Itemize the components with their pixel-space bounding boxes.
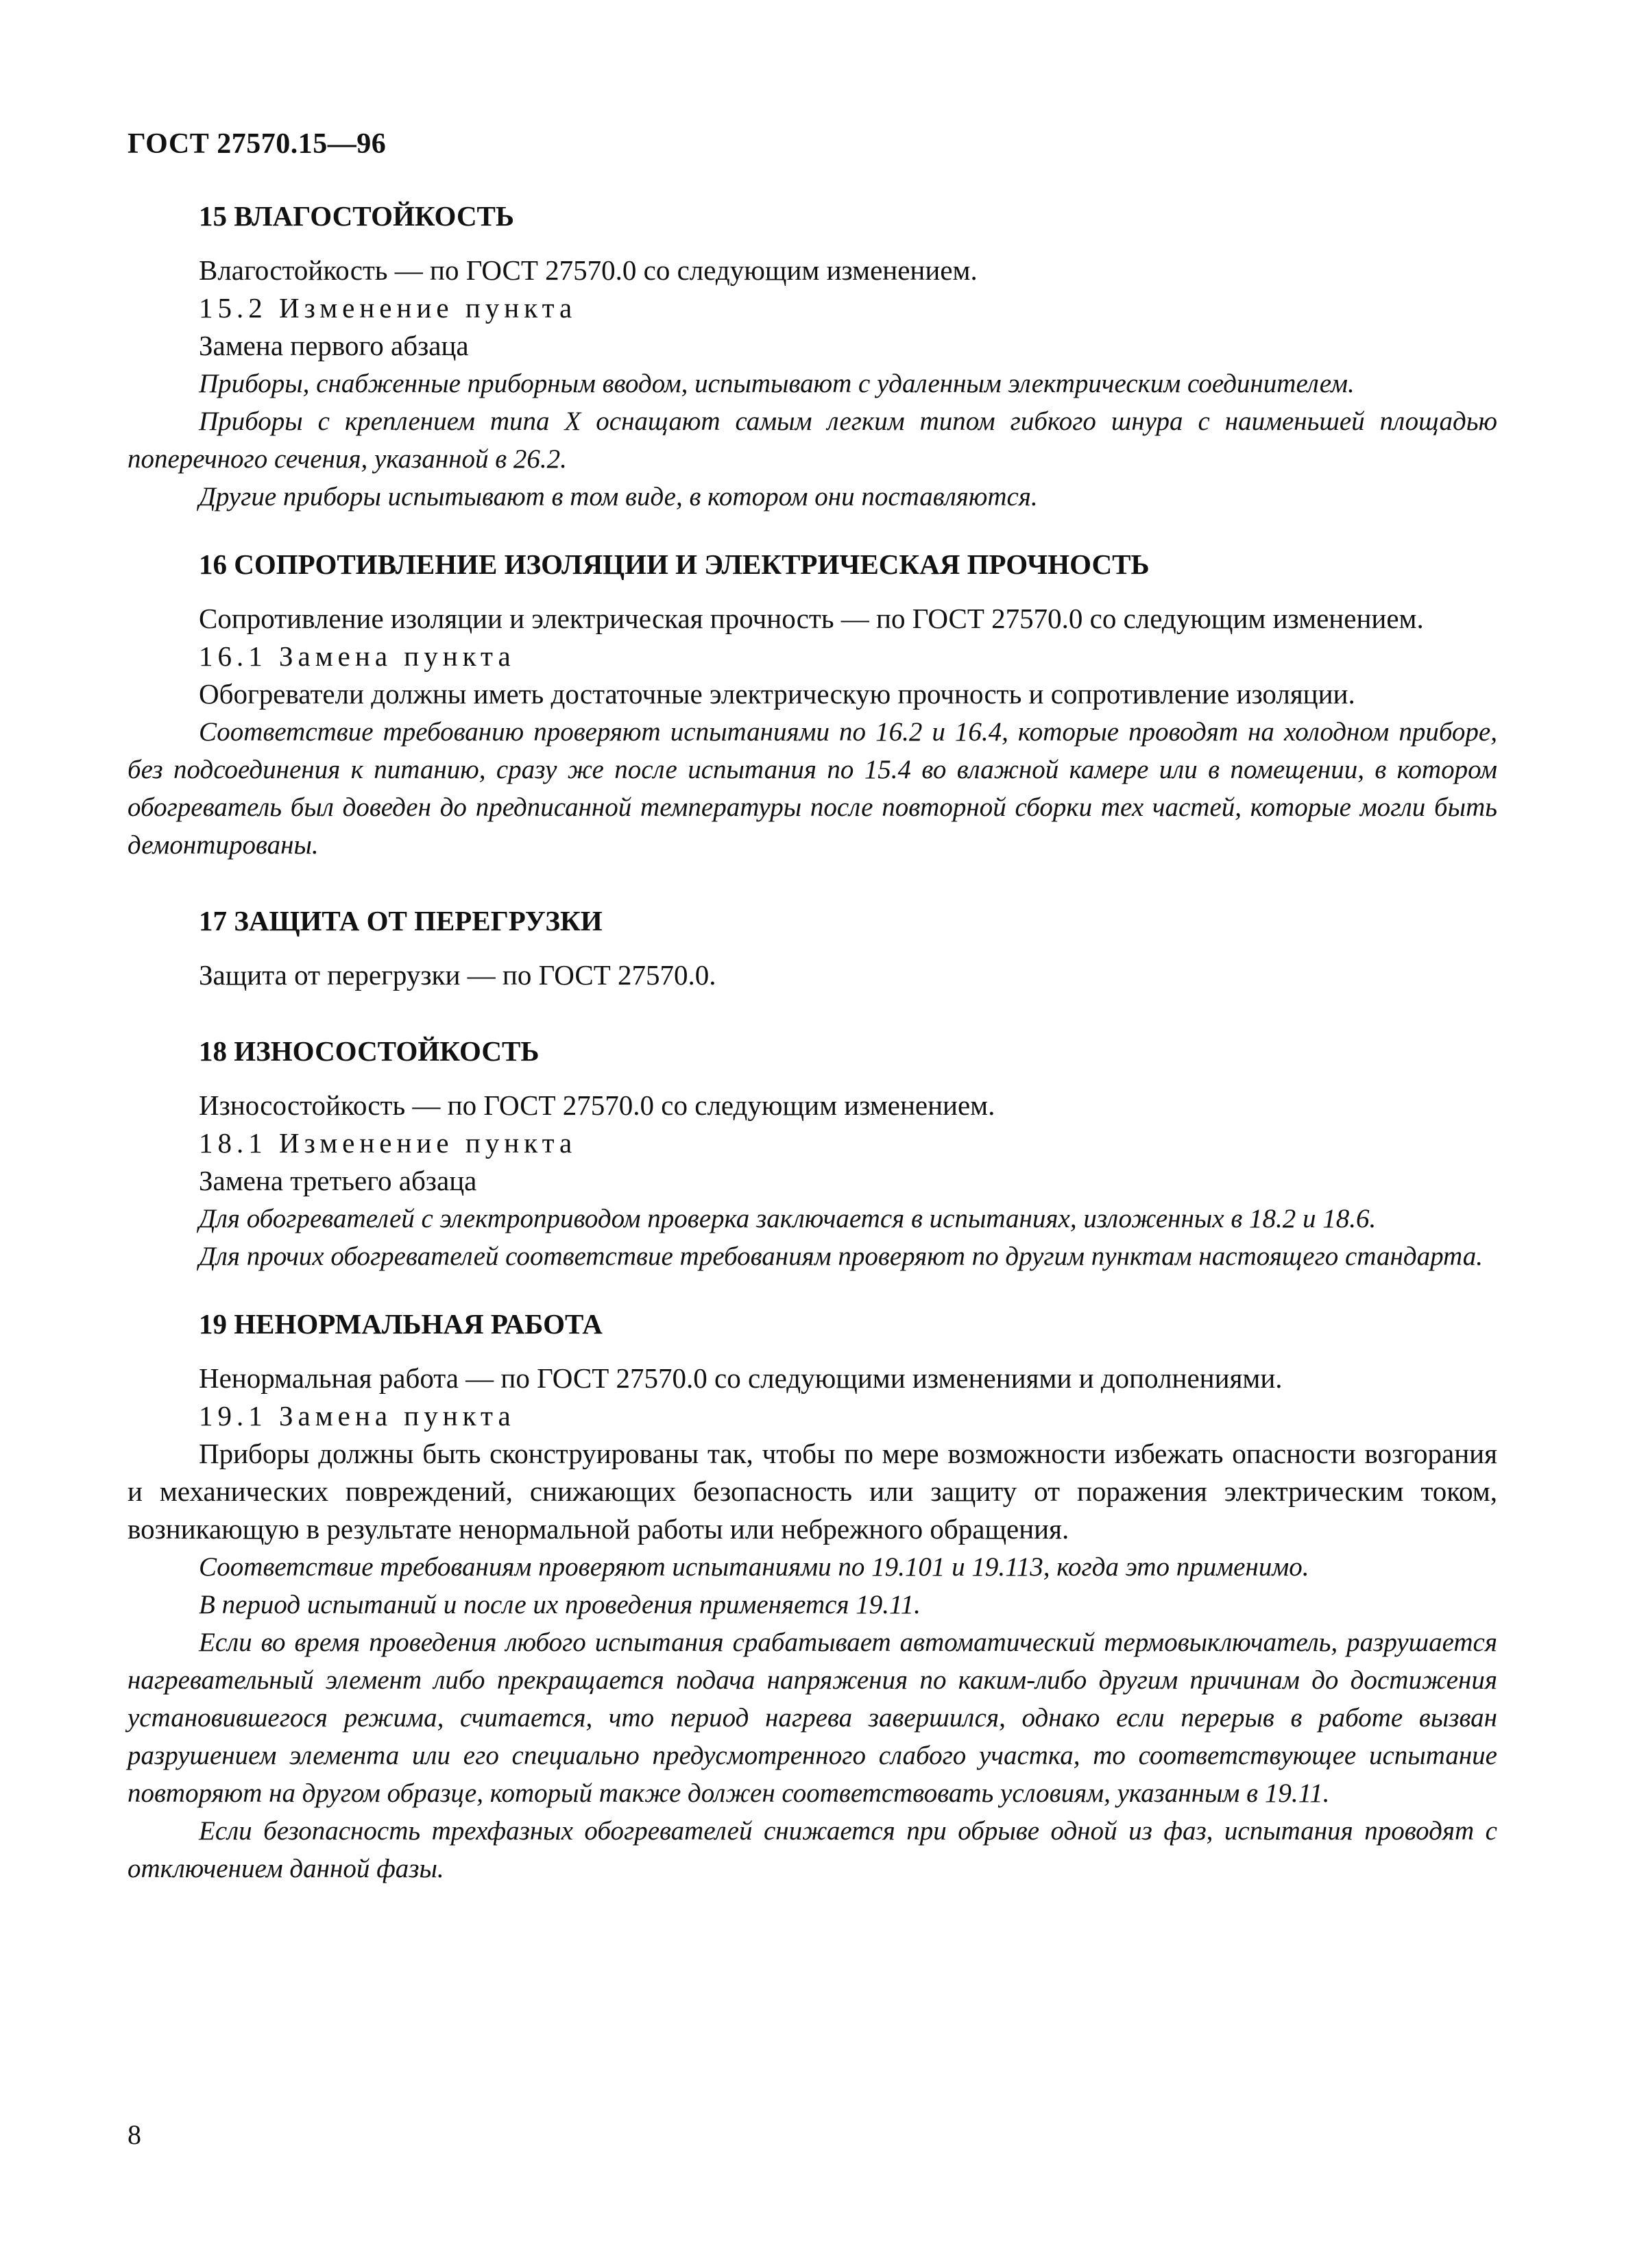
document-body bbox=[128, 197, 1497, 1887]
clause-title: 15.2 Изменение пункта bbox=[199, 292, 577, 324]
italic-paragraph: Приборы, снабженные приборным вводом, испытывают с удаленным электрическим соединителем. bbox=[199, 369, 1355, 398]
italic-paragraph: Для обогревателей с электроприводом проверка заключается в испытаниях, изложенных в 18.2 и 18.6. bbox=[199, 1204, 1377, 1233]
italic-paragraph: Для прочих обогревателей соответствие требованиям проверяют по другим пунктам настоящего стандарта. bbox=[199, 1242, 1483, 1271]
paragraph: Защита от перегрузки — по ГОСТ 27570.0. bbox=[199, 959, 716, 991]
italic-paragraph: Другие приборы испытывают в том виде, в котором они поставляются. bbox=[199, 482, 1038, 511]
section-heading: 15 ВЛАГОСТОЙКОСТЬ bbox=[199, 200, 515, 232]
paragraph: Обогреватели должны иметь достаточные электрическую прочность и сопротивление изоляции. bbox=[199, 678, 1355, 710]
page-number: 8 bbox=[128, 2119, 141, 2150]
italic-paragraph: Если во время проведения любого испытания срабатывает автоматический термовыключатель, разрушается нагревательный элемент либо прекращается подача напряжения по каким-либо другим причинам до достижения установившегося режима, считается, что период нагрева завершился, однако если перерыв в работе вызван разрушением элемента или его специально предусмотренного слабого участка, то соответствующее испытание повторяют на другом образце, который также должен соответствовать условиям, указанным в 19.11. bbox=[128, 1628, 1497, 1808]
section-17 bbox=[128, 902, 1497, 994]
section-heading: 16 СОПРОТИВЛЕНИЕ ИЗОЛЯЦИИ И ЭЛЕКТРИЧЕСКАЯ ПРОЧНОСТЬ bbox=[199, 548, 1150, 580]
clause-title: 19.1 Замена пункта bbox=[199, 1400, 516, 1432]
paragraph: Износостойкость — по ГОСТ 27570.0 со следующим изменением. bbox=[199, 1089, 995, 1121]
section-heading: 17 ЗАЩИТА ОТ ПЕРЕГРУЗКИ bbox=[199, 905, 603, 937]
italic-paragraph: Приборы с креплением типа X оснащают самым легким типом гибкого шнура с наименьшей площадью поперечного сечения, указанной в 26.2. bbox=[128, 407, 1497, 474]
clause-title: 16.1 Замена пункта bbox=[199, 640, 516, 672]
section-18 bbox=[128, 1033, 1497, 1275]
italic-paragraph: Если безопасность трехфазных обогревателей снижается при обрыве одной из фаз, испытания проводят с отключением данной фазы. bbox=[128, 1816, 1497, 1883]
section-heading: 19 НЕНОРМАЛЬНАЯ РАБОТА bbox=[199, 1308, 603, 1340]
italic-paragraph: Соответствие требованиям проверяют испытаниями по 19.101 и 19.113, когда это применимо. bbox=[199, 1552, 1309, 1582]
paragraph: Влагостойкость — по ГОСТ 27570.0 со следующим изменением. bbox=[199, 254, 978, 286]
italic-paragraph: В период испытаний и после их проведения применяется 19.11. bbox=[199, 1590, 921, 1619]
paragraph: Замена третьего абзаца bbox=[199, 1165, 477, 1196]
clause-title: 18.1 Изменение пункта bbox=[199, 1127, 577, 1159]
section-19 bbox=[128, 1305, 1497, 1887]
paragraph: Приборы должны быть сконструированы так, чтобы по мере возможности избежать опасности возгорания и механических повреждений, снижающих безопасность или защиту от поражения электрическим током, возникающую в результате ненормальной работы или небрежного обращения. bbox=[128, 1438, 1497, 1545]
paragraph: Ненормальная работа — по ГОСТ 27570.0 со следующими изменениями и дополнениями. bbox=[199, 1362, 1283, 1394]
paragraph: Замена первого абзаца bbox=[199, 330, 469, 361]
section-heading: 18 ИЗНОСОСТОЙКОСТЬ bbox=[199, 1035, 540, 1067]
paragraph: Сопротивление изоляции и электрическая прочность — по ГОСТ 27570.0 со следующим изменением. bbox=[199, 603, 1424, 634]
italic-paragraph: Соответствие требованию проверяют испытаниями по 16.2 и 16.4, которые проводят на холодном приборе, без подсоединения к питанию, сразу же после испытания по 15.4 во влажной камере или в помещении, в котором обогреватель был доведен до предписанной температуры после повторной сборки тех частей, которые могли быть демонтированы. bbox=[128, 717, 1497, 860]
section-15 bbox=[128, 197, 1497, 516]
section-16 bbox=[128, 546, 1497, 864]
document-code-header: ГОСТ 27570.15—96 bbox=[128, 128, 387, 160]
